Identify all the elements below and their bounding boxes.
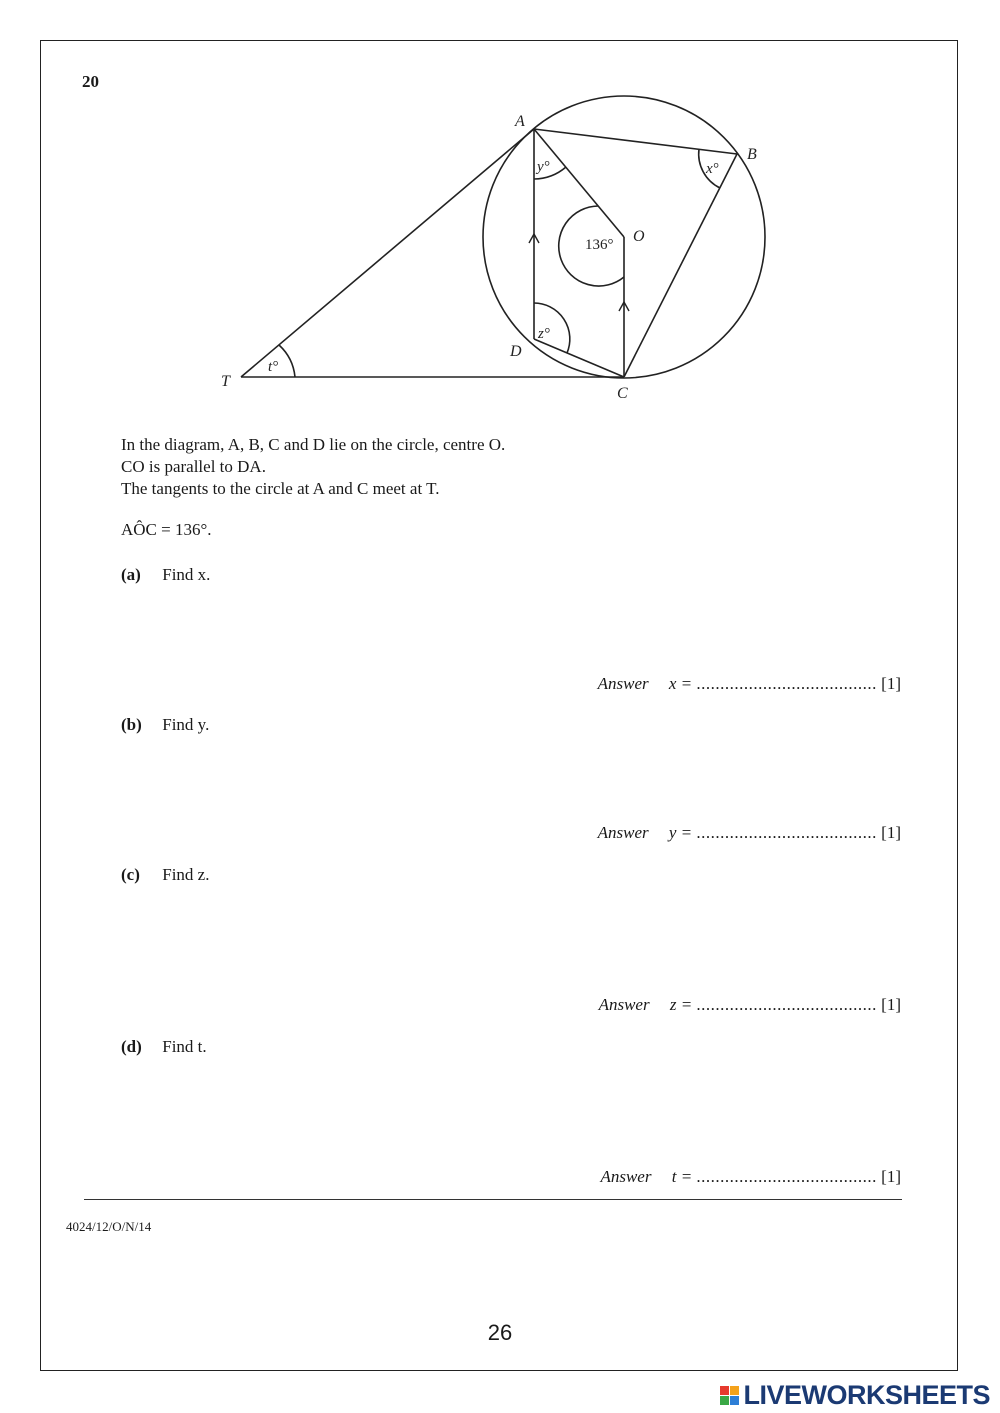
brand-text: LIVEWORKSHEETS [743,1380,990,1410]
answer-a-marks: [1] [881,674,901,693]
answer-b-line[interactable] [598,823,901,843]
answer-d-line[interactable] [600,1167,901,1187]
answer-c-variable: z = [669,995,693,1014]
answer-a-variable: x = [668,674,693,693]
arc-t [279,345,295,377]
page-number: 26 [487,1320,513,1345]
part-a-text: Find x. [162,565,211,584]
statement-3: The tangents to the circle at A and C meet at T. [121,479,440,498]
answer-c-label: Answer [598,995,650,1014]
answer-a-label: Answer [597,674,649,693]
part-c-label: (c) [121,865,140,884]
statements [121,434,505,500]
label-A: A [515,113,525,130]
part-d-text: Find t. [162,1037,207,1056]
answer-a-line[interactable] [598,674,901,694]
label-x: x° [706,161,719,177]
label-B: B [747,146,757,163]
label-t: t° [268,359,279,375]
answer-c-marks: [1] [881,995,901,1014]
part-b [121,715,209,735]
statement-1: In the diagram, A, B, C and D lie on the circle, centre O. [121,435,506,454]
answer-b-variable: y = [668,823,693,842]
logo-square-3 [720,1396,729,1405]
part-c-text: Find z. [162,865,210,884]
label-z: z° [538,326,550,342]
statement-2: CO is parallel to DA. [121,457,266,476]
label-O: O [633,228,645,245]
part-d-label: (d) [121,1037,142,1056]
brand-logo-icon [720,1386,739,1405]
part-d [121,1037,207,1057]
answer-b-label: Answer [597,823,649,842]
answer-b-field[interactable]: ...................................... [696,823,877,842]
circle-theorem-diagram [0,0,1000,420]
answer-c-line[interactable] [599,995,901,1015]
answer-d-marks: [1] [881,1167,901,1186]
logo-square-2 [730,1386,739,1395]
answer-d-field[interactable]: ...................................... [696,1167,877,1186]
paper-code: 4024/12/O/N/14 [66,1219,152,1234]
logo-square-4 [730,1396,739,1405]
answer-c-field[interactable]: ...................................... [696,995,877,1014]
question-number: 20 [82,72,99,91]
label-T: T [221,373,230,390]
answer-d-label: Answer [600,1167,652,1186]
given-angle: AÔC = 136°. [121,520,212,539]
label-y: y° [537,159,550,175]
radius-AO [534,129,624,237]
answer-b-marks: [1] [881,823,901,842]
part-b-label: (b) [121,715,142,734]
label-C: C [617,385,628,402]
part-a-label: (a) [121,565,141,584]
logo-square-1 [720,1386,729,1395]
label-136: 136° [585,237,614,253]
answer-d-variable: t = [671,1167,693,1186]
answer-a-field[interactable]: ...................................... [696,674,877,693]
part-b-text: Find y. [162,715,210,734]
tangent-TA [241,129,534,377]
label-D: D [510,343,522,360]
footer-rule [84,1199,902,1200]
chord-AB [534,129,737,154]
part-a [121,565,210,585]
part-c [121,865,209,885]
liveworksheets-brand[interactable] [720,1380,990,1411]
